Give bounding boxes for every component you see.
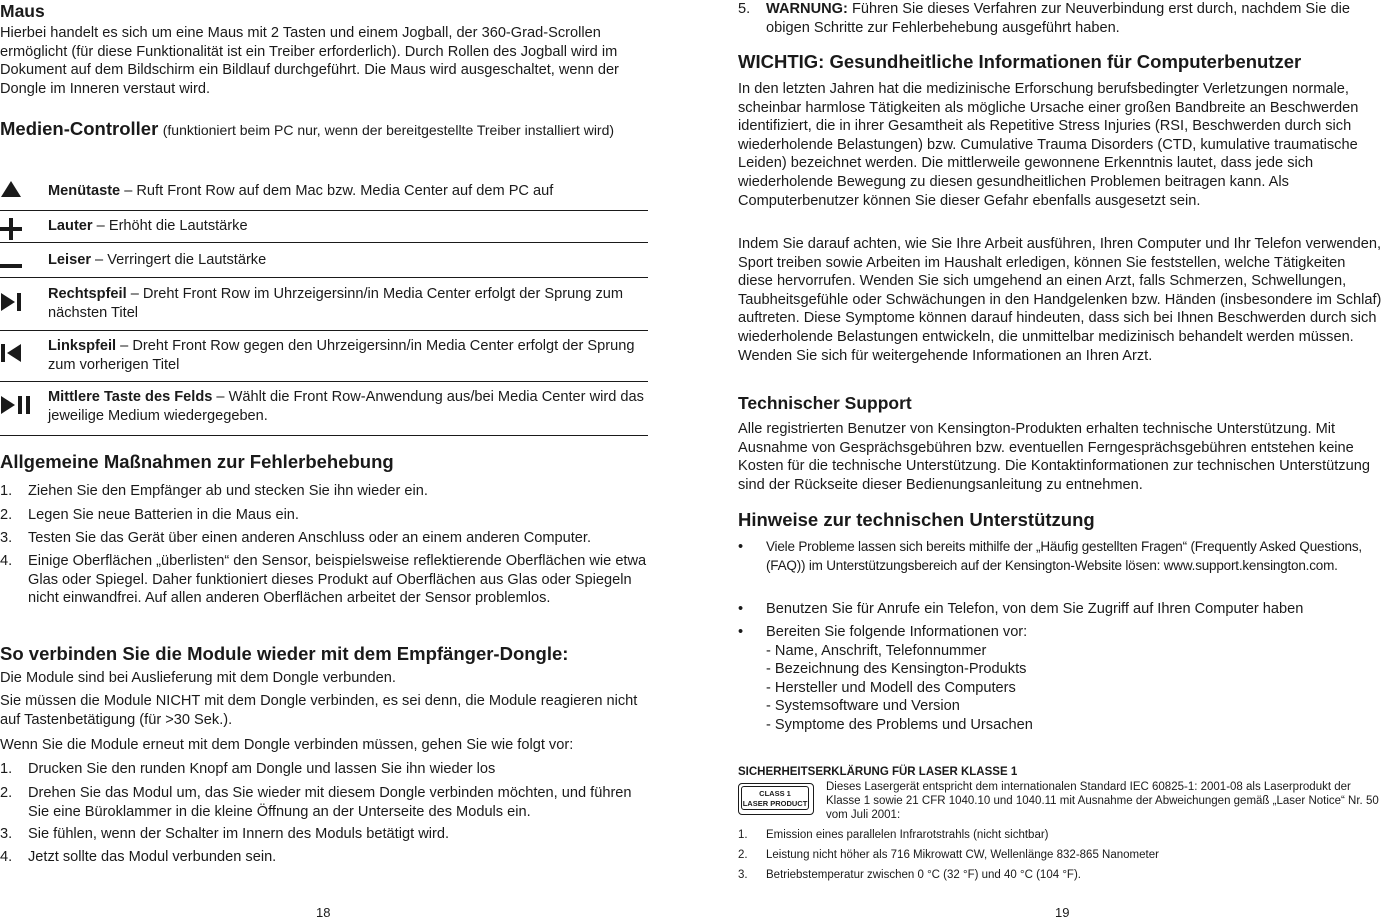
laser-heading: SICHERHEITSERKLÄRUNG FÜR LASER KLASSE 1 (738, 766, 1018, 778)
minus-icon (0, 256, 28, 274)
hint-text (766, 623, 1383, 735)
bullet-icon: • (738, 539, 744, 555)
trouble-step (0, 482, 648, 502)
bullet-icon: • (738, 601, 744, 617)
media-row-text (48, 182, 648, 201)
reconnect-step (0, 784, 648, 824)
step-number: 4. (0, 553, 13, 569)
media-row-next (0, 278, 648, 331)
step-number: 2. (738, 849, 748, 861)
media-row-text (48, 285, 648, 322)
hint-subitem: - Bezeichnung des Kensington-Produkts (766, 661, 1027, 678)
troubleshooting-heading: Allgemeine Maßnahmen zur Fehlerbehebung (0, 451, 394, 472)
media-row-label: Mittlere Taste des Felds (48, 389, 213, 405)
hint-subitem: - Systemsoftware und Version (766, 698, 960, 715)
laser-item (738, 848, 1383, 864)
media-row-play-pause (0, 382, 648, 436)
bullet-icon: • (738, 624, 744, 640)
play-pause-icon (0, 395, 34, 420)
media-row-text (48, 337, 648, 374)
step-text: Testen Sie das Gerät über einen anderen Anschluss oder an einem anderen Computer. (28, 530, 592, 546)
menu-triangle-icon (0, 180, 28, 203)
step-text: Drucken Sie den runden Knopf am Dongle und lassen Sie ihn wieder los (28, 761, 496, 777)
media-row-text (48, 251, 648, 270)
media-row-label: Menütaste (48, 183, 121, 199)
media-controller-note: (funktioniert beim PC nur, wenn der bereitgestellte Treiber installiert wird) (162, 122, 615, 138)
media-row-text (48, 388, 648, 425)
step-text: Jetzt sollte das Modul verbunden sein. (28, 849, 277, 865)
health-heading: WICHTIG: Gesundheitliche Informationen für Computerbenutzer (738, 51, 1302, 72)
media-row-label: Rechtspfeil (48, 286, 127, 302)
reconnect-p3: Wenn Sie die Module erneut mit dem Dongle verbinden müssen, gehen Sie wie folgt vor: (0, 737, 574, 753)
laser-item-text: Leistung nicht höher als 716 Mikrowatt CW, Wellenlänge 832-865 Nanometer (766, 849, 1159, 861)
step-number: 1. (0, 483, 13, 499)
laser-label-line1: CLASS 1 (759, 789, 791, 798)
hint-item (738, 600, 1383, 620)
warning-body: Führen Sie dieses Verfahren zur Neuverbindung erst durch, nachdem Sie die obigen Schritte zur Fehlerbehebung ausgeführt haben. (766, 1, 1351, 36)
support-paragraph: Alle registrierten Benutzer von Kensington-Produkten erhalten technische Unterstützung. Mit Ausnahme von Gesprächsgebühren bzw. eventuellen Ferngesprächsgebühren entstehen keine Kosten für die technische Unterstützung. Die Kontaktinformationen zur technischen Unterstützung sind der Rückseite dieser Bedienungsanleitung zu entnehmen. (738, 421, 1370, 493)
step-text: Einige Oberflächen „überlisten“ den Sensor, beispielsweise reflektierende Oberflächen wie etwa Glas oder Spiegel. Daher funktioniert dieses Produkt auf Oberflächen aus Glas oder Spiegeln nicht einwandfrei. Auf allen anderen Oberflächen arbeitet der Sensor problemlos. (28, 553, 647, 607)
reconnect-p1: Die Module sind bei Auslieferung mit dem Dongle verbunden. (0, 670, 396, 686)
reconnect-p2: Sie müssen die Module NICHT mit dem Dongle verbinden, es sei denn, die Module reagieren nicht auf Tastenbetätigung (für >30 Sek.). (0, 693, 638, 728)
hint-item (738, 623, 1383, 738)
laser-item (738, 868, 1383, 884)
hint-subitem: - Name, Anschrift, Telefonnummer (766, 642, 987, 659)
media-row-label: Linkspfeil (48, 338, 117, 354)
page-number-left: 18 (316, 905, 331, 920)
step-number: 1. (0, 761, 13, 777)
hints-heading: Hinweise zur technischen Unterstützung (738, 509, 1095, 530)
step-number: 3. (738, 869, 748, 881)
laser-text: Dieses Lasergerät entspricht dem internationalen Standard IEC 60825-1: 2001-08 als Laserprodukt der Klasse 1 sowie 21 CFR 1040.10 und 1040.11 mit Ausnahme der Abweichungen gemäß „Laser Notice“ Nr. 50 vom Juli 2001: (826, 781, 1379, 821)
media-row-volume-down (0, 243, 648, 278)
hint-subitem: - Symptome des Problems und Ursachen (766, 716, 1033, 733)
hint-text: Viele Probleme lassen sich bereits mithilfe der „Häufig gestellten Fragen“ (Frequently Asked Questions, (FAQ)) im Unterstützungsbereich auf der Kensington-Website lösen: www.support.kensington.com. (766, 539, 1362, 573)
media-controller-title: Medien-Controller (0, 118, 159, 139)
media-row-desc: – Dreht Front Row gegen den Uhrzeigersinn/in Media Center erfolgt der Sprung zum vorherigen Titel (48, 338, 635, 373)
hint-subitem: - Hersteller und Modell des Computers (766, 679, 1016, 696)
step-text: Ziehen Sie den Empfänger ab und stecken Sie ihn wieder ein. (28, 483, 428, 499)
reconnect-step (0, 848, 648, 868)
reconnect-step (0, 760, 648, 780)
warning-text (766, 0, 1383, 37)
laser-class-label (738, 783, 818, 817)
health-paragraph-1: In den letzten Jahren hat die medizinische Erforschung berufsbedingter Verletzungen normale, scheinbar harmlose Tätigkeiten als mögliche Ursache einer großen Bandbreite an Beschwerden identifiziert, die in ihrer Gesamtheit als Repetitive Stress Injuries (RSI, Beschwerden durch sich wiederholende Belastungen) bzw. Cumulative Trauma Disorders (CTD, kumulative traumatische Leiden) bezeichnet werden. Die mittlerweile gewonnene Erkenntnis lautet, dass jede sich wiederholende Bewegung zu diesen gesundheitlichen Problemen beitragen kann. Als Computerbenutzer können Sie dieser Gefahr ebenfalls ausgesetzt sein. (738, 81, 1359, 209)
media-row-text (48, 217, 648, 236)
health-paragraph-2: Indem Sie darauf achten, wie Sie Ihre Arbeit ausführen, Ihren Computer und Ihr Telefon verwenden, Sport treiben sowie Arbeiten im Haushalt erledigen, können Sie feststellen, welche Tätigkeiten diese hervorrufen. Wenden Sie sich umgehend an einen Arzt, falls Schmerzen, Schwellungen, Taubheitsgefühle oder Schwächungen in den Handgelenken bzw. Händen (insbesondere im Schlaf) auftreten. Diese Symptome können darauf hindeuten, dass sich bei Ihnen Beschwerden durch sich wiederholende Belastungen entwickeln, die unmittelbar medizinisch behandelt werden müssen. Wenden Sie sich für weitergehende Informationen an Ihren Arzt. (738, 236, 1382, 364)
step-number: 3. (0, 530, 13, 546)
trouble-step (0, 552, 648, 628)
warning-label: WARNUNG: (766, 1, 848, 17)
media-row-desc: – Verringert die Lautstärke (91, 252, 267, 268)
maus-paragraph: Hierbei handelt es sich um eine Maus mit 2 Tasten und einem Jogball, der 360-Grad-Scrollen ermöglicht (für diese Funktionalität ist ein Treiber erforderlich). Durch Rollen des Jogball wird im Dokument auf dem Bildschirm ein Bildlauf durchgeführt. Die Maus wird ausgeschaltet, wenn der Dongle im Inneren verstaut wird. (0, 25, 619, 97)
trouble-step (0, 506, 648, 526)
step-number: 2. (0, 785, 13, 801)
page-number-right: 19 (1055, 905, 1070, 920)
step-number: 1. (738, 829, 748, 841)
support-heading: Technischer Support (738, 393, 912, 413)
reconnect-heading: So verbinden Sie die Module wieder mit dem Empfänger-Dongle: (0, 643, 569, 664)
trouble-step (0, 529, 648, 549)
step-number: 2. (0, 507, 13, 523)
step-text: Sie fühlen, wenn der Schalter im Innern des Moduls betätigt wird. (28, 826, 450, 842)
step-number: 4. (0, 849, 13, 865)
next-track-icon (0, 292, 28, 317)
media-row-desc: – Erhöht die Lautstärke (92, 218, 248, 234)
hint-text: Benutzen Sie für Anrufe ein Telefon, von dem Sie Zugriff auf Ihren Computer haben (766, 601, 1304, 617)
step-text: Drehen Sie das Modul um, das Sie wieder mit diesem Dongle verbinden möchten, und führen Sie eine Büroklammer in die kleine Öffnung an der Unterseite des Moduls ein. (28, 785, 632, 820)
media-row-menu (0, 172, 648, 211)
media-row-desc: – Wählt die Front Row-Anwendung aus/bei Media Center wird das jeweilige Medium wiedergegeben. (48, 389, 644, 424)
laser-label-line2: LASER PRODUCT (742, 799, 808, 808)
step-text: Legen Sie neue Batterien in die Maus ein. (28, 507, 299, 523)
plus-icon (0, 218, 28, 245)
laser-item-text: Emission eines parallelen Infrarotstrahls (nicht sichtbar) (766, 829, 1049, 841)
media-row-label: Leiser (48, 252, 91, 268)
hint-item (738, 538, 1383, 594)
media-row-label: Lauter (48, 218, 93, 234)
laser-item (738, 828, 1383, 844)
laser-item-text: Betriebstemperatur zwischen 0 °C (32 °F) und 40 °C (104 °F). (766, 869, 1081, 881)
hint-label: Bereiten Sie folgende Informationen vor: (766, 624, 1028, 640)
media-row-volume-up (0, 211, 648, 243)
media-row-desc: – Ruft Front Row auf dem Mac bzw. Media Center auf dem PC auf (120, 183, 554, 199)
reconnect-step (0, 825, 648, 845)
step-number: 3. (0, 826, 13, 842)
warning-step (738, 0, 1383, 40)
step-number: 5. (738, 1, 751, 17)
previous-track-icon (0, 343, 28, 368)
media-controller-heading (0, 117, 648, 142)
media-row-desc: – Dreht Front Row im Uhrzeigersinn/in Media Center erfolgt der Sprung zum nächsten Titel (48, 286, 624, 321)
maus-heading: Maus (0, 1, 45, 21)
media-row-previous (0, 331, 648, 382)
